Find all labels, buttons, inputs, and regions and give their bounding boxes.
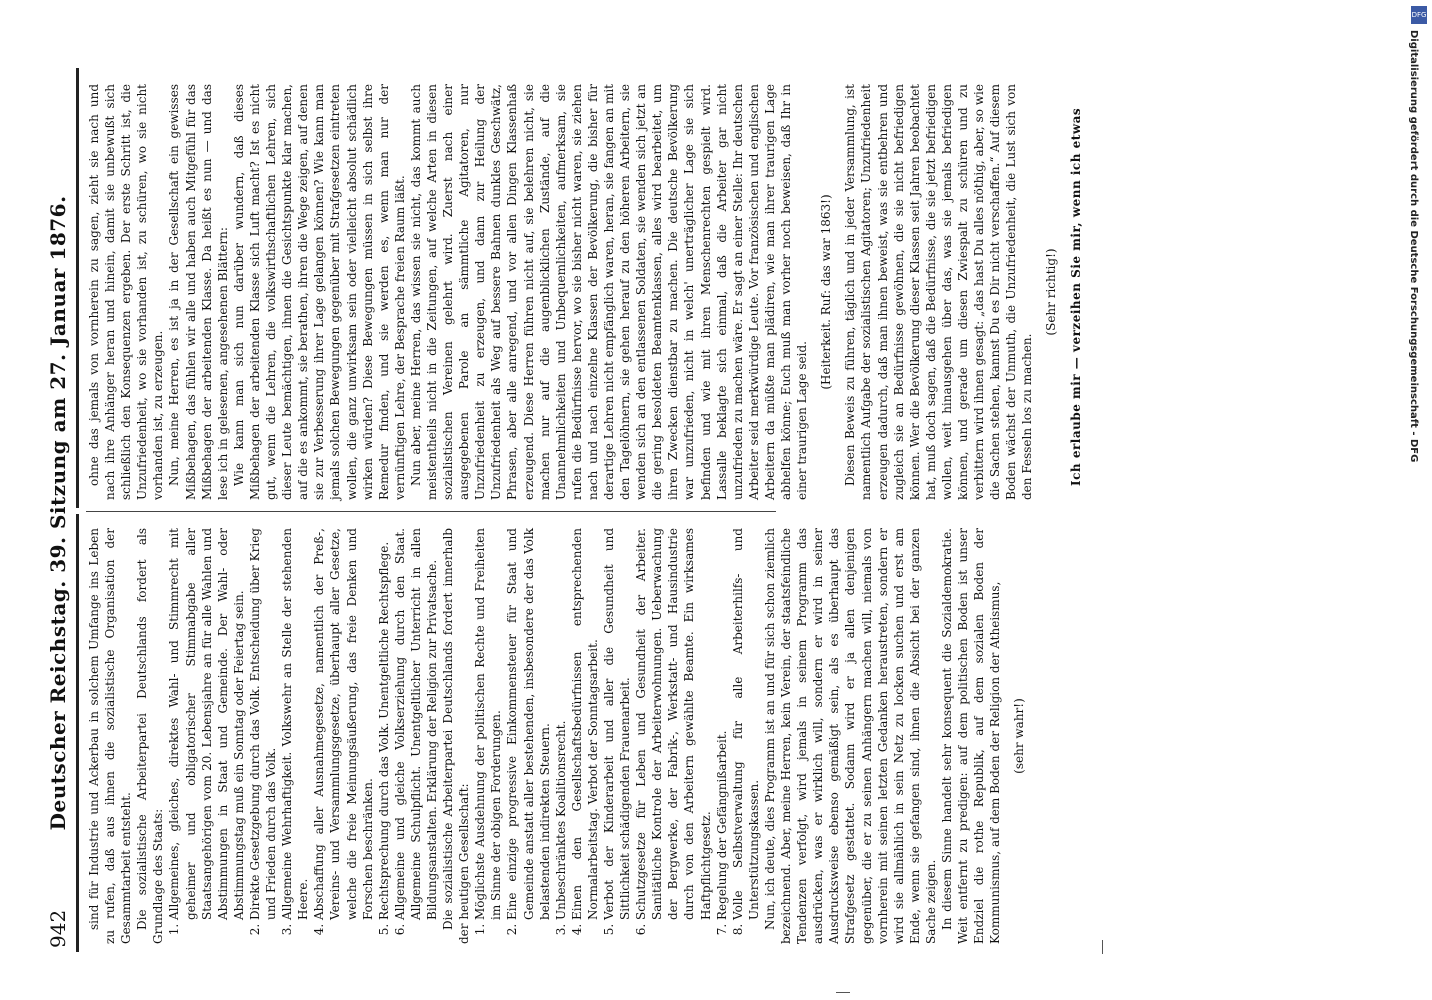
body-paragraph: Nun, meine Herren, es ist ja in der Gesellschaft ein gewisses Mißbehagen, das fühlen wir alle und haben auch Mitgefühl für das Mißbehagen der arbeitenden Klasse. Da heißt es nun — und das lese ich in gelesenen, angesehenen Blättern: [167, 84, 230, 500]
right-column [86, 84, 1084, 500]
body-paragraph: Nun, ich deute, dies Programm ist an und für sich schon ziemlich bezeichnend. Aber, meine Herren, kein Verein, der staatsfeindliche Tendenzen verfolgt, wird jemals in seinem Programm das ausdrücken, was er wirklich will, sondern er wird in seiner Ausdrucksweise ebenso gemäßigt sein, als es überhaupt das Strafgesetz gestattet. Sodann wird er ja allen denjenigen gegenüber, die er zu seinen Anhängern machen will, niemals von vornherein mit seinen letzten Gedanken heraustreten, sondern er wird sie allmählich in sein Netz zu locken suchen und erst am Ende, wenn sie gefangen sind, ihnen die Absicht bei der ganzen Sache zeigen. [762, 528, 938, 944]
list-item: 8. Volle Selbstverwaltung für alle Arbeiterhilfs- und Unterstützungskassen. [730, 528, 762, 920]
list-item: 5. Verbot der Kinderarbeit und aller die Gesundheit und Sittlichkeit schädigenden Frauenarbeit. [601, 528, 633, 920]
page-title: Deutscher Reichstag. 39. Sitzung am 27. Januar 1876. [46, 195, 70, 831]
header-rule-left [76, 514, 79, 952]
list-item: 3. Unbeschränktes Koalitionsrecht. [553, 528, 569, 920]
list-item: 4. Abschaffung aller Ausnahmegesetze, namentlich der Preß-, Vereins- und Versammlungsgesetze, überhaupt aller Gesetze, welche die freie Meinungsäußerung, das freie Denken und Forschen beschränken. [311, 528, 375, 920]
list-item: 6. Schutzgesetze für Leben und Gesundheit der Arbeiter. Sanitätliche Kontrole der Arbeiterwohnungen. Ueberwachung der Bergwerke, der Fabrik-, Werkstatt- und Hausindustrie durch von den Arbeitern gewählte Beamte. Ein wirksames Haftpflichtgesetz. [633, 528, 713, 920]
demands-intro: Die sozialistische Arbeiterpartei Deutschlands fordert als Grundlage des Staats: [135, 528, 166, 944]
page-header [10, 76, 70, 948]
body-paragraph: In diesem Sinne handelt sehr konsequent die Sozialdemokratie. Weit entfernt zu predigen: auf dem politischen Boden ist unser Endziel die rothe Republik, auf dem sozialen Boden der Kommunismus, auf dem Boden der Religion der Atheismus, [939, 528, 1003, 944]
interjection: (sehr wahr!) [1012, 698, 1027, 774]
list-item: 5. Rechtsprechung durch das Volk. Unentgeltliche Rechtspflege. [376, 528, 392, 920]
demands-list [166, 528, 440, 944]
body-paragraph: Ich erlaube mir — verzeihen Sie mir, wenn ich etwas [1068, 107, 1083, 486]
interjection: (Heiterkeit. Ruf: das war 1863!) [819, 194, 834, 390]
scan-mark [836, 992, 850, 993]
society-demands-list [472, 528, 762, 944]
left-column [86, 528, 1035, 944]
list-item: 2. Eine einzige progressive Einkommensteuer für Staat und Gemeinde anstatt aller bestehenden, insbesondere der das Volk belastenden indirekten Steuern. [504, 528, 552, 920]
body-paragraph: Nun aber, meine Herren, das wissen sie nicht, das kommt auch meistentheils nicht in die Zeitungen, auf welche Arten in diesen sozialistischen Vereinen gelehrt wird. Zuerst nach einer ausgegebenen Parole an sämmtliche Agitatoren, nur Unzufriedenheit zu erzeugen, und dann zur Heilung der Unzufriedenheit als Weg auf bessere Bahnen dunkles Geschwätz, Phrasen, aber alle anregend, und vor allen Dingen Klassenhaß erzeugend. Diese Herren führen nicht auf, sie belehren nicht, sie machen nur auf die augenblicklichen Zustände, auf die Unannehmlichkeiten und Unbequemlichkeiten, aufmerksam, sie rufen die Bedürfnisse hervor, wo sie bisher nicht waren, sie ziehen nach und nach einzelne Klassen der Bevölkerung, die bisher für derartige Lehren nicht empfänglich waren, heran, sie fangen an mit den Tagelöhnern, sie gehen herauf zu den höheren Arbeitern, sie wenden sich an den entlassenen Soldaten, sie wenden sich jetzt an die gering besoldeten Beamtenklassen, alles wird bearbeitet, um ihren Zwecken dienstbar zu machen. Die deutsche Bevölkerung war unzufrieden, nicht in welch' unerträglicher Lage sie sich befinden und wie mit ihren Menschenrechten gespielt wird. Lassalle beklagte sich einmal, daß die Arbeiter gar nicht unzufrieden zu machen wäre. Er sagt an einer Stelle: Ihr deutschen Arbeiter seid merkwürdige Leute. Vor französischen und englischen Arbeitern da müßte man plädiren, wie man ihrer traurigen Lage abhelfen könne; Euch muß man vorher noch beweisen, daß Ihr in einer traurigen Lage seid. [408, 84, 810, 500]
dfg-logo: DFG [1411, 6, 1427, 24]
intro-paragraph: sind für Industrie und Ackerbau in solchem Umfange ins Leben zu rufen, daß aus ihnen die sozialistische Organisation der Gesammtarbeit entsteht. [87, 528, 134, 944]
list-item: 4. Einen den Gesellschaftsbedürfnissen entsprechenden Normalarbeitstag. Verbot der Sonntagsarbeit. [569, 528, 601, 920]
digitization-credit [1408, 30, 1432, 590]
society-intro: Die sozialistische Arbeiterpartei Deutschlands fordert innerhalb der heutigen Gesellschaft: [441, 528, 472, 944]
list-item: 6. Allgemeine und gleiche Volkserziehung durch den Staat. Allgemeine Schulpflicht. Unentgeltlicher Unterricht in allen Bildungsanstalten. Erklärung der Religion zur Privatsache. [392, 528, 440, 920]
scan-mark [1102, 940, 1103, 954]
credit-text: Digitalisierung gefördert durch die Deutsche Forschungsgemeinschaft - DFG [1408, 30, 1419, 463]
body-paragraph: Diesen Beweis zu führen, täglich und in jeder Versammlung, ist namentlich Aufgabe der sozialistischen Agitatoren; Unzufriedenheit erzeugen dadurch, daß man ihnen beweist, was sie entbehren und zugleich sie an Bedürfnisse gewöhnen, die sie nicht befriedigen können. Wer die Bevölkerung dieser Klassen seit Jahren beobachtet hat, muß doch sagen, daß die Bedürfnisse, die sie jetzt befriedigen wollen, weit hinausgehen über das, was sie jemals befriedigen können, und gerade um diesen Zwiespalt zu schüren und zu verbittern wird ihnen gesagt: „das hast Du alles nöthig, aber, so wie die Sachen stehen, kannst Du es Dir nicht verschaffen.“ Auf diesem Boden wächst der Unmuth, die Unzufriedenheit, die Lust sich von den Fesseln los zu machen. [843, 84, 1035, 500]
page-number: 942 [46, 909, 70, 948]
list-item: 2. Direkte Gesetzgebung durch das Volk. Entscheidung über Krieg und Frieden durch das Volk. [247, 528, 279, 920]
list-item: 7. Regelung der Gefängnißarbeit. [714, 528, 730, 920]
header-rule-right [76, 68, 79, 508]
body-paragraph: Wie kann man sich nun darüber wundern, daß dieses Mißbehagen der arbeitenden Klasse sich Luft macht? Ist es nicht gut, wenn die Lehren, die volkswirthschaftlichen Lehren, sich dieser Leute bemächtigen, ihnen die Gesichtspunkte klar machen, auf die es ankommt, sie berathen, ihren die Wege zeigen, auf denen sie zur Verbesserung ihrer Lage gelangen können? Wie kann man jemals solchen Bewegungen gegenüber mit Strafgesetzen eintreten wollen, die ganz unwirksam sein oder vielleicht absolut schädlich wirken würden? Diese Bewegungen müssen in sich selbst ihre Remedur finden, und sie werden es, wenn man nur der vernünftigen Lehre, der Besprache freien Raum läßt. [231, 84, 407, 500]
list-item: 1. Allgemeines, gleiches, direktes Wahl- und Stimmrecht mit geheimer und obligatorischer Stimmabgabe aller Staatsangehörigen vom 20. Lebensjahre an für alle Wahlen und Abstimmungen in Staat und Gemeinde. Der Wahl- oder Abstimmungstag muß ein Sonntag oder Feiertag sein. [166, 528, 246, 920]
list-item: 3. Allgemeine Wehrhaftigkeit. Volkswehr an Stelle der stehenden Heere. [279, 528, 311, 920]
interjection: (Sehr richtig!) [1044, 248, 1059, 336]
body-paragraph: ohne das jemals von vornherein zu sagen, zieht sie nach und nach ihre Anhänger heran und hinein, damit sie unbewußt sich schließlich den Konsequenzen ergeben. Der erste Schritt ist, die Unzufriedenheit, wo sie vorhanden ist, zu schüren, wo sie nicht vorhanden ist, zu erzeugen. [87, 84, 166, 500]
column-divider [86, 511, 776, 512]
list-item: 1. Möglichste Ausdehnung der politischen Rechte und Freiheiten im Sinne der obigen Forderungen. [472, 528, 504, 920]
